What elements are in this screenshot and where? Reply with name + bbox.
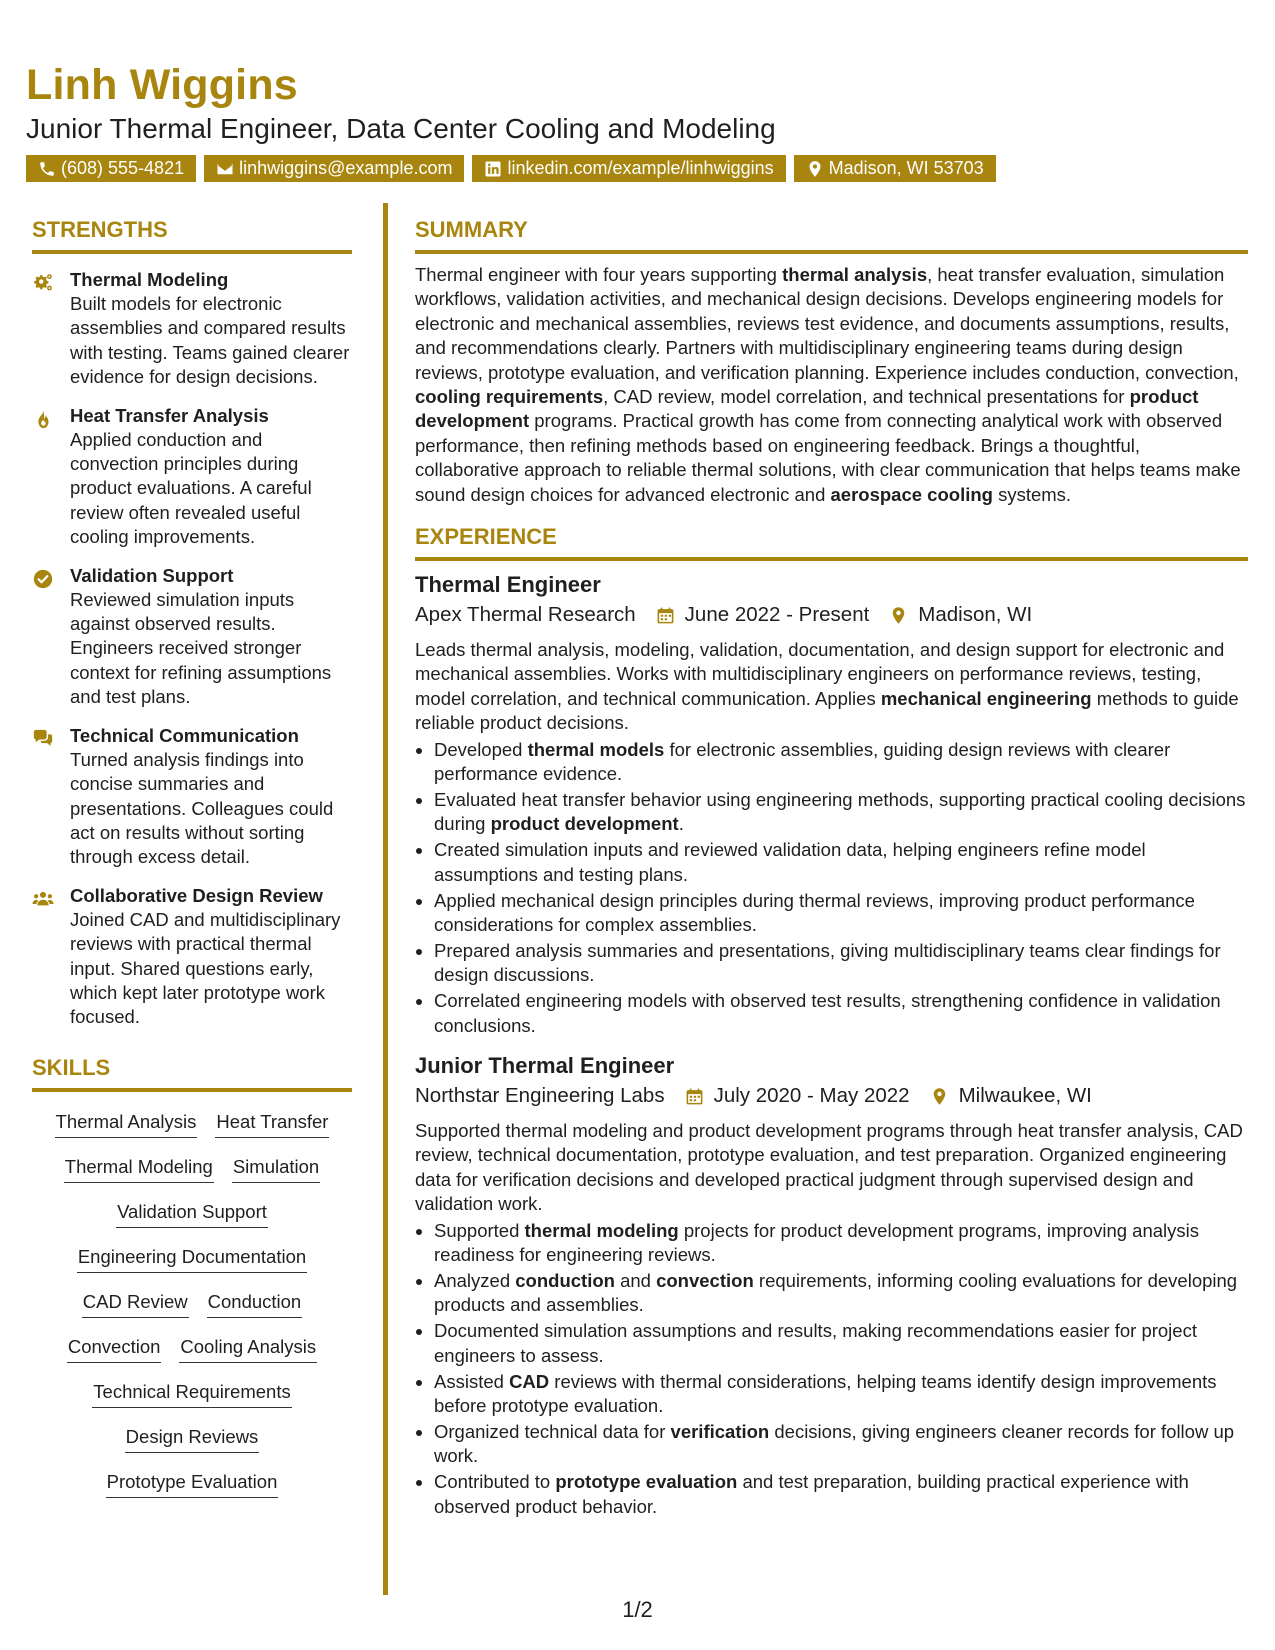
job-location: Madison, WI (918, 603, 1033, 627)
text-segment: Correlated engineering models with observed test results, strengthening confidence in validation conclusions. (434, 990, 1221, 1036)
text-segment: projects for product development programs, improving analysis readiness for engineering reviews. (434, 1219, 1200, 1266)
skill-tag: Validation Support (116, 1200, 268, 1228)
bold-text: aerospace cooling (830, 483, 993, 505)
text-segment: Supported thermal modeling and product development programs through heat transfer analysis, CAD review, technical documentation, prototype evaluation, and test preparation. Organized engineering data for verification decisions and developed practical judgment through supervised design and validation work. (415, 1120, 1243, 1215)
bold-text: product development (490, 813, 679, 835)
job-bullet (434, 738, 1248, 787)
job-summary (415, 1119, 1248, 1217)
candidate-title: Junior Thermal Engineer, Data Center Cooling and Modeling (26, 113, 776, 144)
summary-heading: SUMMARY (415, 217, 528, 242)
job-bullet (434, 1219, 1248, 1268)
strength-item (32, 564, 352, 710)
strength-body (70, 724, 352, 870)
skills-list (32, 1110, 352, 1515)
skill-row (32, 1470, 352, 1515)
location-chip[interactable] (794, 155, 996, 182)
text-segment: systems. (992, 483, 1072, 505)
skill-tag: CAD Review (82, 1290, 189, 1318)
phone-icon (38, 160, 56, 178)
strength-description: Applied conduction and convection principles during product evaluations. A careful review often revealed useful cooling improvements. (70, 428, 312, 548)
strength-title: Technical Communication (70, 724, 299, 746)
email-chip[interactable] (204, 155, 464, 182)
summary-rule (415, 250, 1248, 254)
skill-tag: Conduction (207, 1290, 303, 1318)
strength-description: Built models for electronic assemblies and compared results with testing. Teams gained clearer evidence for design decisions. (70, 293, 350, 388)
skill-row (32, 1425, 352, 1470)
strength-description: Reviewed simulation inputs against observed results. Engineers received stronger context for refining assumptions and test plans. (70, 588, 332, 708)
right-column (415, 216, 1248, 1521)
skills-rule (32, 1088, 352, 1092)
bold-text: product development (415, 386, 1199, 432)
skill-tag: Simulation (232, 1155, 320, 1183)
bold-text: prototype evaluation (555, 1471, 738, 1493)
calendar-icon (685, 1087, 704, 1106)
bold-text: CAD (509, 1370, 550, 1392)
job-bullet (434, 889, 1248, 938)
skill-tag: Convection (67, 1335, 162, 1363)
text-segment: Developed (434, 738, 528, 760)
strength-body (70, 884, 352, 1030)
skill-tag: Technical Requirements (92, 1380, 291, 1408)
strength-icon-wrap (32, 268, 70, 390)
text-segment: requirements, informing cooling evaluations for developing products and assemblies. (434, 1270, 1238, 1316)
job-dates: June 2022 - Present (684, 603, 870, 627)
strength-icon-wrap (32, 884, 70, 1030)
map-pin-icon (889, 606, 908, 625)
text-segment: decisions, giving engineers cleaner records for follow up work. (434, 1420, 1235, 1467)
text-segment: , heat transfer evaluation, simulation workflows, validation activities, and mechanical design decisions. Develops engineering models for electronic and mechanical assemblies, reviews test evidence, and documents assumptions, results, and recommendations clearly. Partners with multidisciplinary engineering teams during design reviews, prototype evaluation, and verification planning. Experience includes conduction, convection, (415, 264, 1239, 383)
text-segment: Evaluated heat transfer behavior using engineering methods, supporting practical cooling decisions during (434, 789, 1246, 835)
strengths-list (32, 268, 352, 1030)
job-bullet (434, 838, 1248, 887)
bold-text: cooling requirements (415, 386, 604, 408)
skill-row (32, 1335, 352, 1380)
strength-icon-wrap (32, 564, 70, 710)
strength-title: Thermal Modeling (70, 269, 229, 290)
skill-tag: Design Reviews (125, 1425, 260, 1453)
text-segment: Applied mechanical design principles during thermal reviews, improving product performance considerations for complex assemblies. (434, 889, 1195, 936)
map-pin-icon (806, 160, 824, 178)
strength-icon-wrap (32, 724, 70, 870)
strength-description: Joined CAD and multidisciplinary reviews with practical thermal input. Shared questions early, which kept later prototype work focused. (70, 908, 341, 1028)
strength-title: Collaborative Design Review (70, 884, 323, 906)
job-bullet (434, 788, 1248, 837)
experience-list (415, 571, 1248, 1519)
bold-text: thermal analysis (782, 264, 928, 285)
bold-text: conduction (515, 1270, 615, 1291)
strength-description: Turned analysis findings into concise summaries and presentations. Colleagues could act on results without sorting through excess detail. (70, 748, 334, 868)
job-summary (415, 638, 1248, 736)
fire-icon (32, 408, 54, 430)
envelope-icon (216, 160, 234, 178)
skill-row (32, 1155, 352, 1200)
strength-body (70, 564, 352, 710)
text-segment: Contributed to (434, 1471, 556, 1493)
text-segment: methods to guide reliable product decisions. (415, 687, 1239, 734)
left-column (32, 216, 352, 1515)
bold-text: mechanical engineering (880, 687, 1092, 709)
text-segment: Organized technical data for (434, 1420, 671, 1442)
linkedin-chip[interactable] (472, 155, 785, 182)
job-bullet (434, 1269, 1248, 1318)
text-segment: Supported (434, 1219, 525, 1241)
strengths-heading: STRENGTHS (32, 217, 168, 242)
skill-tag: Thermal Analysis (55, 1110, 198, 1138)
skill-row (32, 1110, 352, 1155)
summary-text (415, 263, 1248, 507)
email-text: linhwiggins@example.com (239, 158, 453, 178)
text-segment: Documented simulation assumptions and results, making recommendations easier for project engineers to assess. (434, 1320, 1197, 1366)
job-bullets (415, 1219, 1248, 1519)
text-segment: . (678, 813, 684, 835)
contact-bar (26, 155, 1251, 182)
bold-text: verification (670, 1420, 770, 1442)
job-entry (415, 1052, 1248, 1519)
text-segment: for electronic assemblies, guiding design reviews with clearer performance evidence. (434, 738, 1171, 785)
job-title: Junior Thermal Engineer (415, 1053, 675, 1079)
job-bullet (434, 1470, 1248, 1519)
skills-heading: SKILLS (32, 1054, 111, 1080)
skill-row (32, 1380, 352, 1425)
strength-item (32, 404, 352, 550)
bold-text: thermal models (527, 738, 665, 760)
resume-header (26, 58, 1251, 182)
strength-title: Heat Transfer Analysis (70, 404, 269, 426)
skill-tag: Engineering Documentation (77, 1245, 307, 1273)
job-meta (415, 601, 1248, 629)
column-divider (383, 203, 388, 1595)
strength-icon-wrap (32, 404, 70, 550)
check-circle-icon (32, 568, 54, 590)
text-segment: Prepared analysis summaries and presentations, giving multidisciplinary teams clear findings for design discussions. (434, 939, 1221, 986)
strength-title: Validation Support (70, 564, 234, 586)
calendar-icon (656, 606, 675, 625)
gears-icon (32, 272, 54, 294)
strength-item (32, 268, 352, 390)
text-segment: and (614, 1270, 657, 1291)
skill-tag: Heat Transfer (215, 1110, 329, 1138)
text-segment: reviews with thermal considerations, helping teams identify design improvements before prototype evaluation. (434, 1370, 1217, 1417)
job-bullet (434, 1420, 1248, 1469)
phone-chip[interactable] (26, 155, 196, 182)
job-dates: July 2020 - May 2022 (713, 1084, 910, 1108)
job-entry (415, 571, 1248, 1038)
comments-icon (32, 728, 54, 750)
job-location: Milwaukee, WI (958, 1084, 1092, 1108)
strength-body (70, 268, 352, 390)
linkedin-text: linkedin.com/example/linhwiggins (507, 158, 774, 178)
text-segment: Analyzed (434, 1270, 516, 1291)
job-bullet (434, 1370, 1248, 1419)
page-number: 1/2 (622, 1597, 653, 1622)
strength-item (32, 724, 352, 870)
bold-text: thermal modeling (524, 1219, 679, 1241)
skill-tag: Cooling Analysis (179, 1335, 317, 1363)
job-bullets (415, 738, 1248, 1038)
job-meta (415, 1082, 1248, 1110)
skill-row (32, 1200, 352, 1245)
users-icon (32, 888, 54, 910)
text-segment: and test preparation, building practical experience with observed product behavior. (434, 1471, 1189, 1517)
job-company: Northstar Engineering Labs (415, 1084, 665, 1108)
strength-body (70, 404, 352, 550)
job-bullet (434, 989, 1248, 1038)
skill-tag: Thermal Modeling (64, 1155, 214, 1183)
location-text: Madison, WI 53703 (828, 158, 984, 178)
text-segment: Leads thermal analysis, modeling, validation, documentation, and design support for electronic and mechanical assemblies. Works with multidisciplinary engineers on performance reviews, testing, model correlation, and technical communication. Applies (415, 639, 1225, 709)
skill-tag: Prototype Evaluation (106, 1470, 279, 1498)
strength-item (32, 884, 352, 1030)
text-segment: Assisted (434, 1370, 510, 1392)
skill-row (32, 1290, 352, 1335)
job-title: Thermal Engineer (415, 572, 601, 598)
text-segment: , CAD review, model correlation, and technical presentations for (603, 386, 1130, 408)
text-segment: Created simulation inputs and reviewed validation data, helping engineers refine model assumptions and testing plans. (434, 839, 1146, 885)
experience-rule (415, 557, 1248, 561)
job-bullet (434, 1319, 1248, 1368)
strengths-rule (32, 250, 352, 254)
experience-heading: EXPERIENCE (415, 524, 557, 550)
job-bullet (434, 939, 1248, 988)
bold-text: convection (656, 1270, 754, 1291)
job-company: Apex Thermal Research (415, 603, 636, 627)
text-segment: Thermal engineer with four years supporting (415, 264, 783, 285)
skill-row (32, 1245, 352, 1290)
text-segment: programs. Practical growth has come from connecting analytical work with observed performance, then refining methods based on engineering feedback. Brings a thoughtful, collaborative approach to reliable thermal solutions, with clear communication that helps teams make sound design choices for advanced electronic and (415, 410, 1241, 505)
phone-text: (608) 555-4821 (61, 158, 185, 178)
linkedin-icon (484, 160, 502, 178)
map-pin-icon (930, 1087, 949, 1106)
candidate-name: Linh Wiggins (26, 61, 298, 109)
